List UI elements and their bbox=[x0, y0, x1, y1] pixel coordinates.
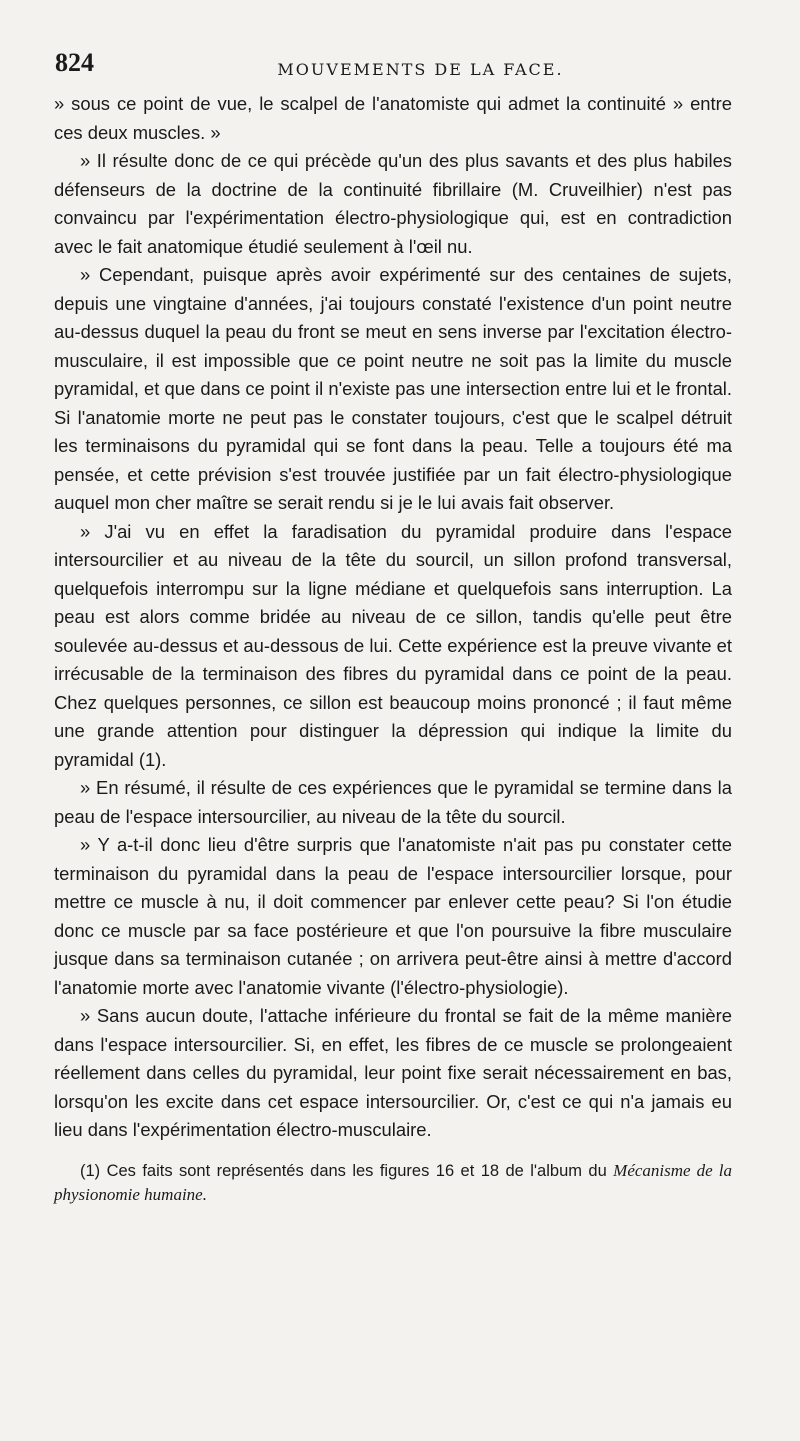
body-text bbox=[54, 90, 732, 1145]
paragraph-4: » J'ai vu en effet la faradisation du pyramidal produire dans l'espace intersourcilier et au niveau de la tête du sourcil, un sillon profond transversal, quelquefois interrompu sur la ligne médiane et quelquefois sans interruption. La peau est alors comme bridée au niveau de ce sillon, tandis qu'elle peut être soulevée au-dessus et au-dessous de lui. Cette expérience est la preuve vivante et irrécusable de la terminaison des fibres du pyramidal dans ce point de la peau. Chez quelques personnes, ce sillon est beaucoup moins prononcé ; il faut même une grande attention pour distinguer la dépression qui indique la limite du pyramidal (1). bbox=[54, 520, 732, 770]
footnote-title: Mécanisme de la physionomie humaine. bbox=[54, 1160, 733, 1204]
paragraph-5: » En résumé, il résulte de ces expériences que le pyramidal se termine dans la peau de l'espace intersourcilier, au niveau de la tête du sourcil. bbox=[54, 777, 732, 827]
paragraph-2: » Il résulte donc de ce qui précède qu'un des plus savants et des plus habiles défenseurs de la doctrine de la continuité fibrillaire (M. Cruveilhier) n'est pas convaincu par l'expérimentation électro-physiologique qui, est en contradiction avec le fait anatomique étudié seulement à l'œil nu. bbox=[54, 150, 732, 257]
paragraph-1: » sous ce point de vue, le scalpel de l'anatomiste qui admet la continuité » entre ces deux muscles. » bbox=[54, 93, 732, 143]
page-header bbox=[54, 48, 732, 90]
running-head: MOUVEMENTS DE LA FACE. bbox=[277, 60, 564, 79]
paragraph-7: » Sans aucun doute, l'attache inférieure du frontal se fait de la même manière dans l'espace intersourcilier. Si, en effet, les fibres de ce muscle se prolongeaient réellement dans celles du pyramidal, leur point fixe serait nécessairement en bas, lorsqu'on les excite dans cet espace intersourcilier. Or, c'est ce qui n'a jamais eu lieu dans l'expérimentation électro-musculaire. bbox=[54, 1005, 732, 1140]
footnote bbox=[54, 1159, 732, 1207]
paragraph-3: » Cependant, puisque après avoir expérimenté sur des centaines de sujets, depuis une vingtaine d'années, j'ai toujours constaté l'existence d'un point neutre au-dessus duquel la peau du front se meut en sens inverse par l'excitation électro-musculaire, il est impossible que ce point neutre ne soit pas la limite du muscle pyramidal, et que dans ce point il n'existe pas une intersection entre lui et le frontal. Si l'anatomie morte ne peut pas le constater toujours, c'est que le scalpel détruit les terminaisons du pyramidal qui se font dans la peau. Telle a toujours été ma pensée, et cette prévision s'est trouvée justifiée par un fait électro-physiologique auquel mon cher maître se serait rendu si je le lui avais fait observer. bbox=[54, 264, 732, 513]
page-number: 824 bbox=[55, 48, 94, 77]
paragraph-6: » Y a-t-il donc lieu d'être surpris que l'anatomiste n'ait pas pu constater cette terminaison du pyramidal dans la peau de l'espace intersourcilier lorsque, pour mettre ce muscle à nu, il doit commencer par enlever cette peau? Si l'on étudie donc ce muscle par sa face postérieure et que l'on poursuive la fibre musculaire jusque dans sa terminaison cutanée ; on arrivera peut-être ainsi à mettre d'accord l'anatomie morte avec l'anatomie vivante (l'électro-physiologie). bbox=[54, 834, 732, 998]
footnote-text: (1) Ces faits sont représentés dans les figures 16 et 18 de l'album du bbox=[80, 1161, 614, 1180]
